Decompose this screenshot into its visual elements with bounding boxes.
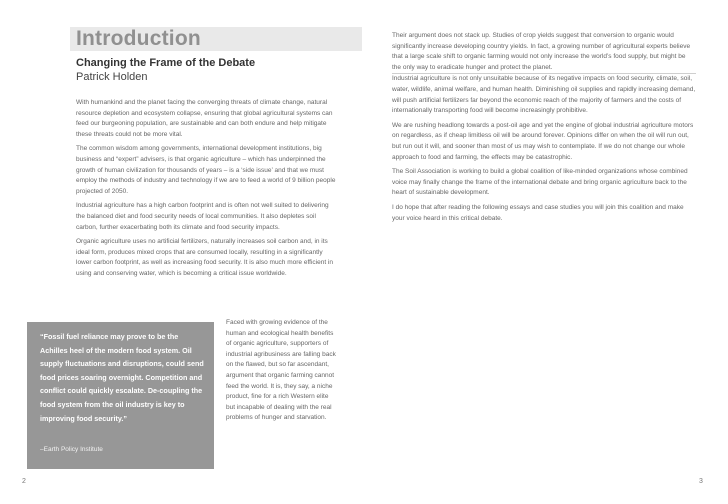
page-title: Introduction xyxy=(76,27,201,50)
right-paragraph-1: Their argument does not stack up. Studies of crop yields suggest that conversion to organic would significantly increase developing country yields. In fact, a growing number of agricultural experts believe that a large scale shift to organic farming would not only increase the world’s food supply, but might be the only way to eradicate hunger and protect the planet. xyxy=(392,32,691,71)
left-column xyxy=(76,98,338,280)
right-paragraph-2: Industrial agriculture is not only unsuitable because of its negative impacts on food security, climate, soil, water, wildlife, animal welfare, and human health. Diminishing oil supplies and rapidly increasing demand, will push artificial fertilizers far beyond the economic reach of the majority of farmers and the costs of internationally transporting food will become increasingly prohibitive. xyxy=(392,75,696,115)
article-subtitle: Changing the Frame of the Debate xyxy=(76,57,256,69)
left-paragraph-2: The common wisdom among governments, international development institutions, big business and “expert” advisers, is that organic agriculture – which has underpinned the growth of human civilization for thousands of years – is a ‘side issue’ and that we must employ the methods of industry and technology if we are to feed a world of 9 billion people projected of 2050. xyxy=(76,145,336,195)
page-number-right: 3 xyxy=(699,478,703,485)
right-paragraph-5: I do hope that after reading the following essays and case studies you will join this coalition and make your voice heard in this critical debate. xyxy=(392,203,684,222)
left-paragraph-1: With humankind and the planet facing the converging threats of climate change, natural resource depletion and ecosystem collapse, ensuring that global agricultural systems can feed our burgeoning population, are sustainable and can both endure and help mitigate these threats could not be more vital. xyxy=(76,99,333,138)
pull-quote-source: –Earth Policy Institute xyxy=(40,446,103,453)
page-number-left: 2 xyxy=(22,478,26,485)
middle-paragraph: Faced with growing evidence of the human and ecological health benefits of organic agriculture, supporters of industrial agribusiness are falling back on the flawed, but so far ascendant, argument that organic farming cannot feed the world. It is, they say, a niche product, fine for a rich Western elite but incapable of dealing with the real problems of hunger and starvation. xyxy=(226,319,336,422)
middle-column xyxy=(226,318,338,424)
right-paragraph-4: The Soil Association is working to build a global coalition of like-minded organizations whose combined voice may finally change the frame of the international debate and bring organic agriculture back to the heart of sustainable development. xyxy=(392,168,688,197)
left-paragraph-3: Industrial agriculture has a high carbon footprint and is often not well suited to delivering the balanced diet and food security needs of local communities. It also depletes soil carbon, further exacerbating both its climate and food security impacts. xyxy=(76,202,329,231)
pull-quote-text: “Fossil fuel reliance may prove to be the Achilles heel of the modern food system. Oil supply fluctuations and disruptions, could send food prices soaring overnight. Competition and conflict could quickly escalate. De-coupling the food system from the oil industry is key to improving food security.” xyxy=(40,332,204,423)
right-column xyxy=(392,31,696,224)
left-paragraph-4: Organic agriculture uses no artificial fertilizers, naturally increases soil carbon and, in its ideal form, produces mixed crops that are consumed locally, resulting in a significantly lower carbon footprint, as well as increasing food security. It is also much more efficient in using and conserving water, which is becoming a critical issue worldwide. xyxy=(76,238,333,277)
article-author: Patrick Holden xyxy=(76,71,148,83)
right-paragraph-3: We are rushing headlong towards a post-oil age and yet the engine of global industrial agriculture motors on regardless, as if cheap limitless oil will be around forever. Opinions differ on when the oil will run out, but run out it will, and sooner than most of us may wish to contemplate. If we do not change our whole approach to food and farming, the effects may be catastrophic. xyxy=(392,121,694,161)
